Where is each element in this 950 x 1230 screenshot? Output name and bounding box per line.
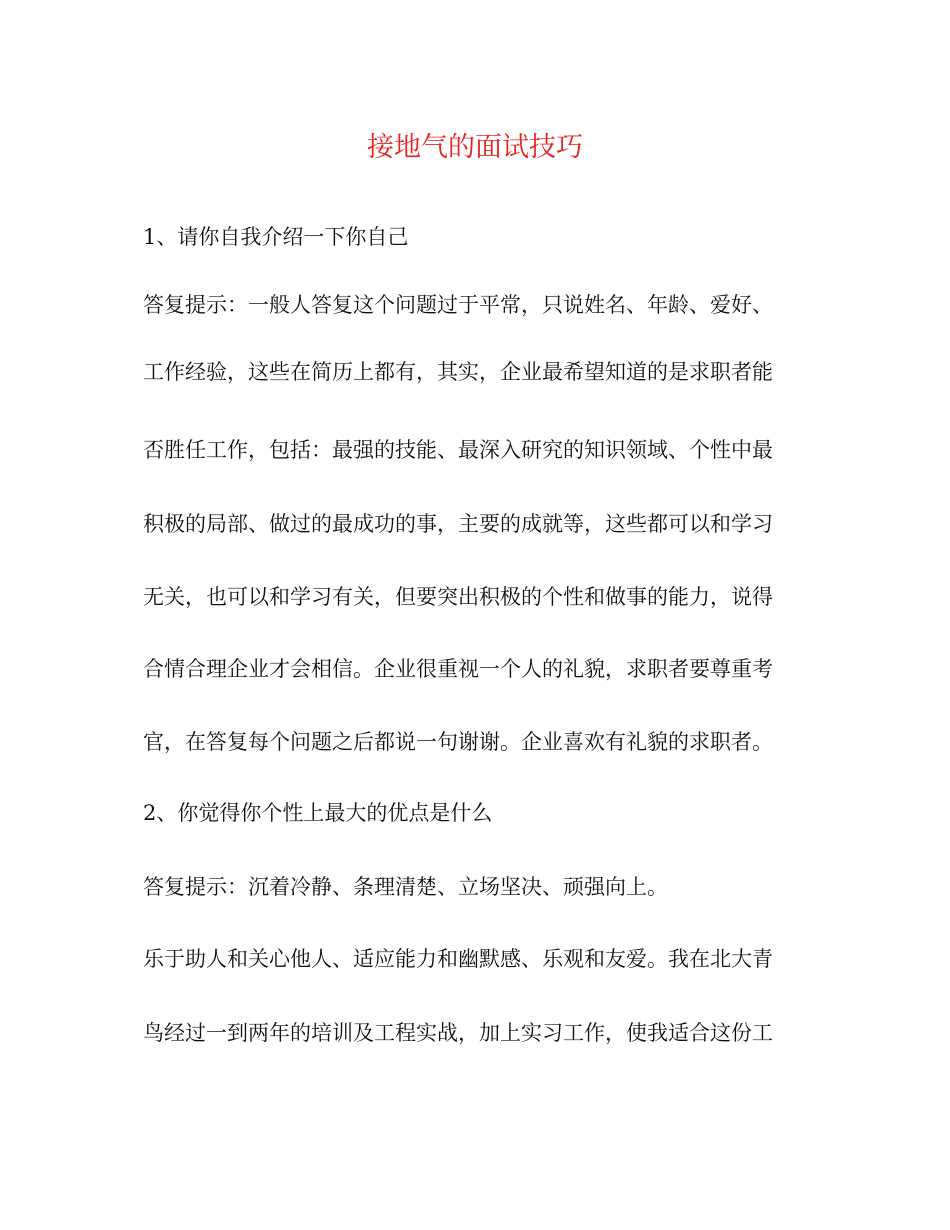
answer-2-line-3: 鸟经过一到两年的培训及工程实战，加上实习工作，使我适合这份工 xyxy=(143,1021,773,1045)
answer-1-line-5: 无关，也可以和学习有关，但要突出积极的个性和做事的能力，说得 xyxy=(143,585,773,609)
document-title: 接地气的面试技巧 xyxy=(367,132,583,163)
answer-1-line-3: 否胜任工作，包括：最强的技能、最深入研究的知识领域、个性中最 xyxy=(143,438,773,462)
answer-1-line-7: 官，在答复每个问题之后都说一句谢谢。企业喜欢有礼貌的求职者。 xyxy=(143,730,773,754)
answer-1-line-4: 积极的局部、做过的最成功的事，主要的成就等，这些都可以和学习 xyxy=(143,512,773,536)
answer-1-line-1: 答复提示：一般人答复这个问题过于平常，只说姓名、年龄、爱好、 xyxy=(143,293,773,317)
answer-1-line-6: 合情合理企业才会相信。企业很重视一个人的礼貌，求职者要尊重考 xyxy=(143,657,773,681)
answer-2-line-2: 乐于助人和关心他人、适应能力和幽默感、乐观和友爱。我在北大青 xyxy=(143,947,773,971)
question-1: 1、请你自我介绍一下你自己 xyxy=(143,225,409,249)
answer-1-line-2: 工作经验，这些在简历上都有，其实，企业最希望知道的是求职者能 xyxy=(143,360,773,384)
answer-2-line-1: 答复提示：沉着冷静、条理清楚、立场坚决、顽强向上。 xyxy=(143,875,668,899)
question-2: 2、你觉得你个性上最大的优点是什么 xyxy=(143,801,493,825)
